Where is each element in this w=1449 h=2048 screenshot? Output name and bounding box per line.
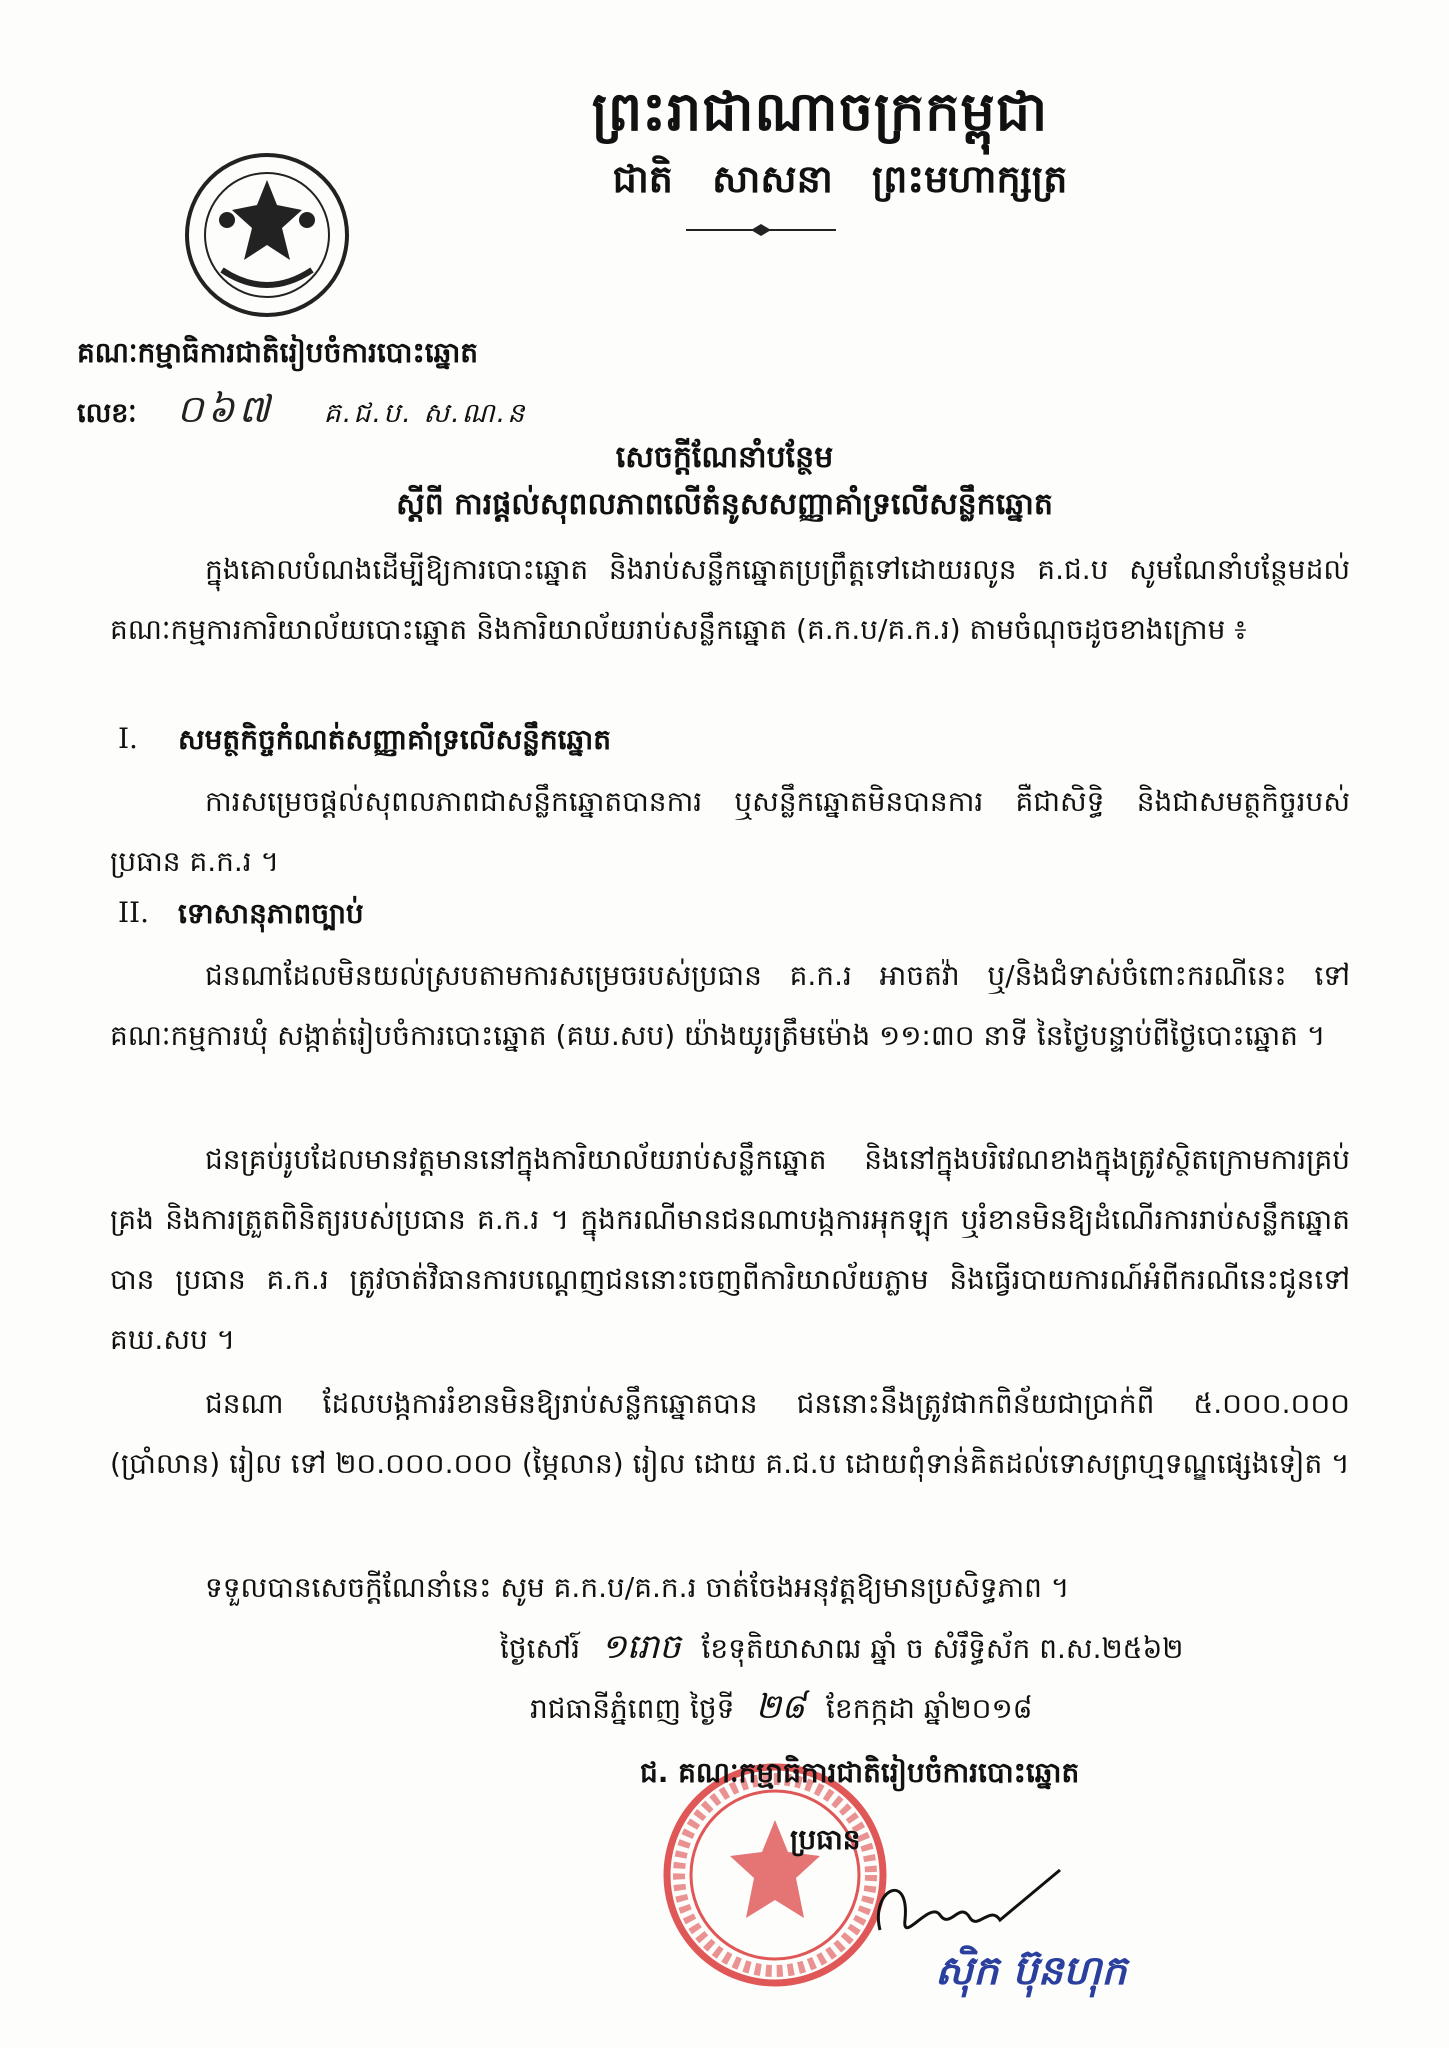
reference-code: គ.ជ.ប. ស.ណ.ន bbox=[323, 398, 527, 429]
reference-label: លេខៈ bbox=[77, 398, 137, 429]
issuing-organization: គណៈកម្មាធិការជាតិរៀបចំការបោះឆ្នោត bbox=[77, 336, 479, 369]
reference-row bbox=[77, 385, 526, 441]
section-2-paragraph bbox=[110, 1374, 1350, 1494]
section-1-body bbox=[110, 772, 1350, 892]
national-election-committee-emblem bbox=[182, 150, 352, 320]
decorative-divider bbox=[686, 222, 836, 238]
signatory-title: ប្រធាន bbox=[790, 1823, 861, 1856]
solar-day-handwritten: ២៨ bbox=[755, 1687, 806, 1727]
lunar-date bbox=[500, 1625, 1184, 1675]
signatory-name: ស៊ិក ប៊ុនហុក bbox=[935, 1948, 1127, 1994]
document-subject: ស្តីពី ការផ្តល់សុពលភាពលើតំនូសសញ្ញាគាំទ្រលើសន្លឹកឆ្នោត bbox=[396, 487, 1053, 522]
paragraph-text: ជនណាដែលមិនយល់ស្របតាមការសម្រេចរបស់ប្រធាន គ.ក.រ អាចតវ៉ា ឬ/និងជំទាស់ចំពោះករណីនេះ ទៅគណៈកម្មការឃុំ សង្កាត់រៀបចំការបោះឆ្នោត (គឃ.សប) យ៉ាងយូរត្រឹមម៉ោង ១១:៣០ នាទី នៃថ្ងៃបន្ទាប់ពីថ្ងៃបោះឆ្នោត ។ bbox=[110, 959, 1350, 1052]
closing-text: ទទួលបានសេចក្តីណែនាំនេះ សូម គ.ក.ប/គ.ក.រ ចាត់ចែងអនុវត្តឱ្យមានប្រសិទ្ធភាព ។ bbox=[205, 1571, 1070, 1604]
handwritten-signature bbox=[860, 1830, 1080, 1960]
section-1-heading bbox=[118, 722, 611, 763]
closing-paragraph bbox=[110, 1558, 1350, 1618]
intro-text: ក្នុងគោលបំណងដើម្បីឱ្យការបោះឆ្នោត និងរាប់សន្លឹកឆ្នោតប្រព្រឹត្តទៅដោយរលូន គ.ជ.ប សូមណែនាំបន្ថែមដល់គណៈកម្មការការិយាល័យបោះឆ្នោត និងការិយាល័យរាប់សន្លឹកឆ្នោត (គ.ក.ប/គ.ក.រ) តាមចំណុចដូចខាងក្រោម ៖ bbox=[110, 553, 1350, 646]
section-number: II. bbox=[118, 896, 150, 929]
national-motto: ជាតិ សាសនា ព្រះមហាក្សត្រ bbox=[612, 157, 1068, 201]
section-2-heading bbox=[118, 896, 364, 937]
signatory-organization: ជ. គណៈកម្មាធិការជាតិរៀបចំការបោះឆ្នោត bbox=[640, 1756, 1080, 1789]
paragraph-text: ជនគ្រប់រូបដែលមានវត្តមាននៅក្នុងការិយាល័យរាប់សន្លឹកឆ្នោត និងនៅក្នុងបរិវេណខាងក្នុងត្រូវស្ថិតក្រោមការគ្រប់គ្រង និងការត្រួតពិនិត្យរបស់ប្រធាន គ.ក.រ ។ ក្នុងករណីមានជនណាបង្កការអុកឡុក ឬរំខានមិនឱ្យដំណើរការរាប់សន្លឹកឆ្នោតបាន ប្រធាន គ.ក.រ ត្រូវចាត់វិធានការបណ្តេញជននោះចេញពីការិយាល័យភ្លាម និងធ្វើរបាយការណ៍អំពីករណីនេះជូនទៅ គឃ.សប ។ bbox=[110, 1143, 1350, 1356]
lunar-date-prefix: ថ្ងៃសៅរ៍ bbox=[500, 1632, 580, 1665]
paragraph-text: ជនណា ដែលបង្កការរំខានមិនឱ្យរាប់សន្លឹកឆ្នោតបាន ជននោះនឹងត្រូវផាកពិន័យជាប្រាក់ពី ៥.០០០.០០០ (ប្រាំលាន) រៀល ទៅ ២០.០០០.០០០ (ម្ភៃលាន) រៀល ដោយ គ.ជ.ប ដោយពុំទាន់គិតដល់ទោសព្រហ្មទណ្ឌផ្សេងទៀត ។ bbox=[110, 1387, 1350, 1480]
section-title: ទោសានុភាពច្បាប់ bbox=[178, 897, 364, 930]
lunar-date-suffix: ខែទុតិយាសាឍ ឆ្នាំ ច សំរឹទ្ធិស័ក ព.ស.២៥៦២ bbox=[701, 1632, 1184, 1665]
document-title: សេចក្តីណែនាំបន្ថែម bbox=[615, 440, 834, 475]
section-2-paragraph bbox=[110, 946, 1350, 1066]
section-title: សមត្ថកិច្ចកំណត់សញ្ញាគាំទ្រលើសន្លឹកឆ្នោត bbox=[178, 723, 611, 756]
solar-date bbox=[530, 1685, 1033, 1735]
solar-date-suffix: ខែកក្កដា ឆ្នាំ២០១៨ bbox=[826, 1692, 1033, 1725]
solar-date-prefix: រាជធានីភ្នំពេញ ថ្ងៃទី bbox=[530, 1692, 735, 1725]
section-1-text: ការសម្រេចផ្តល់សុពលភាពជាសន្លឹកឆ្នោតបានការ ឬសន្លឹកឆ្នោតមិនបានការ គឺជាសិទ្ធិ និងជាសមត្ថកិច្ចរបស់ប្រធាន គ.ក.រ ។ bbox=[110, 785, 1350, 878]
reference-number: ០៦៧ bbox=[176, 387, 274, 431]
section-number: I. bbox=[118, 722, 138, 755]
intro-paragraph bbox=[110, 540, 1350, 660]
lunar-day-handwritten: ១រោច bbox=[600, 1627, 681, 1667]
kingdom-heading: ព្រះរាជាណាចក្រកម្ពុជា bbox=[591, 80, 1049, 143]
section-2-paragraph bbox=[110, 1130, 1350, 1370]
